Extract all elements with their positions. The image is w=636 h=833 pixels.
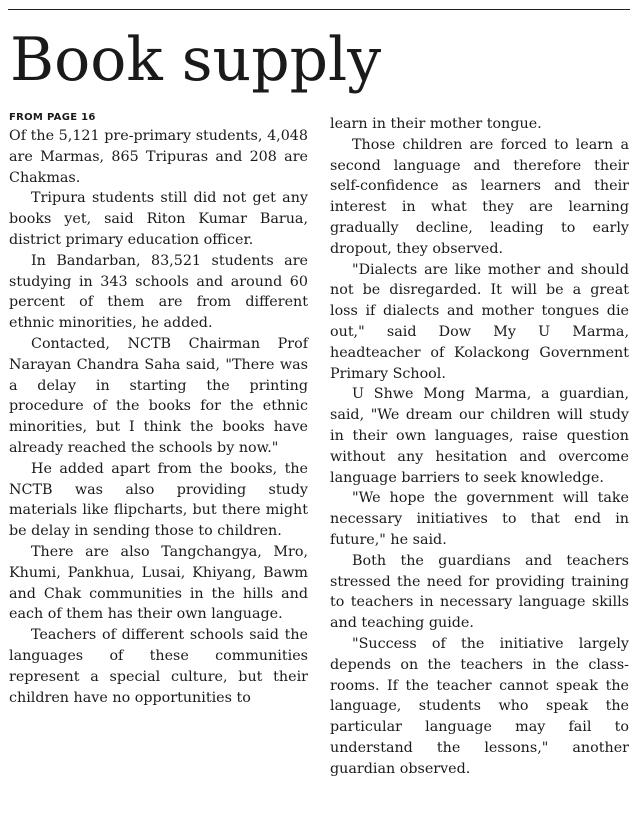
paragraph: learn in their mother tongue. (330, 116, 542, 132)
top-rule (8, 9, 630, 10)
column-left (9, 112, 308, 708)
paragraph: "Success of the initiative largely depends on the teachers in the classrooms. If the teacher cannot speak the language, students who speak the particular language may fail to understand the lessons," another guardian observed. (330, 635, 629, 777)
continued-from-label: FROM PAGE 16 (9, 112, 96, 123)
paragraph: Tripura students still did not get any books yet, said Riton Kumar Barua, district primary education officer. (9, 190, 308, 248)
paragraph: "Dialects are like mother and should not be disregarded. It will be a great loss if dialects and mother tongues die out," said Dow My U Marma, headteacher of Kolackong Government Primary School. (330, 261, 629, 382)
paragraph: Both the guardians and teachers stressed the need for providing training to teachers in necessary language skills and teaching guide. (330, 552, 629, 632)
paragraph: Of the 5,121 pre-primary students, 4,048 are Marmas, 865 Tripuras and 208 are Chakmas. (9, 128, 308, 186)
paragraph: There are also Tangchangya, Mro, Khumi, Pankhua, Lusai, Khiyang, Bawm and Chak communities in the hills and each of them has their own language. (9, 543, 308, 623)
paragraph: Teachers of different schools said the languages of these communities represent a special culture, but their children have no opportunities to (9, 627, 308, 706)
paragraph: U Shwe Mong Marma, a guardian, said, "We dream our children will study in their own languages, raise question without any hesitation and overcome language barriers to seek knowledge. (330, 386, 629, 486)
paragraph: Those children are forced to learn a second language and therefore their self-confidence as learners and their interest in what they are learning gradually decline, leading to early dropout, they observed. (330, 136, 629, 257)
paragraph: "We hope the government will take necessary initiatives to that end in future," he said. (330, 490, 629, 548)
headline: Book supply (10, 25, 382, 95)
column-right (330, 114, 629, 780)
paragraph: Contacted, NCTB Chairman Prof Narayan Chandra Saha said, "There was a delay in starting the printing procedure of the books for the ethnic minorities, but I think the books have already reached the schools by now." (9, 335, 308, 456)
paragraph: He added apart from the books, the NCTB was also providing study materials like flipcharts, but there might be delay in sending those to children. (9, 460, 308, 540)
paragraph: In Bandarban, 83,521 students are studying in 343 schools and around 60 percent of them are from different ethnic minorities, he added. (9, 252, 308, 332)
